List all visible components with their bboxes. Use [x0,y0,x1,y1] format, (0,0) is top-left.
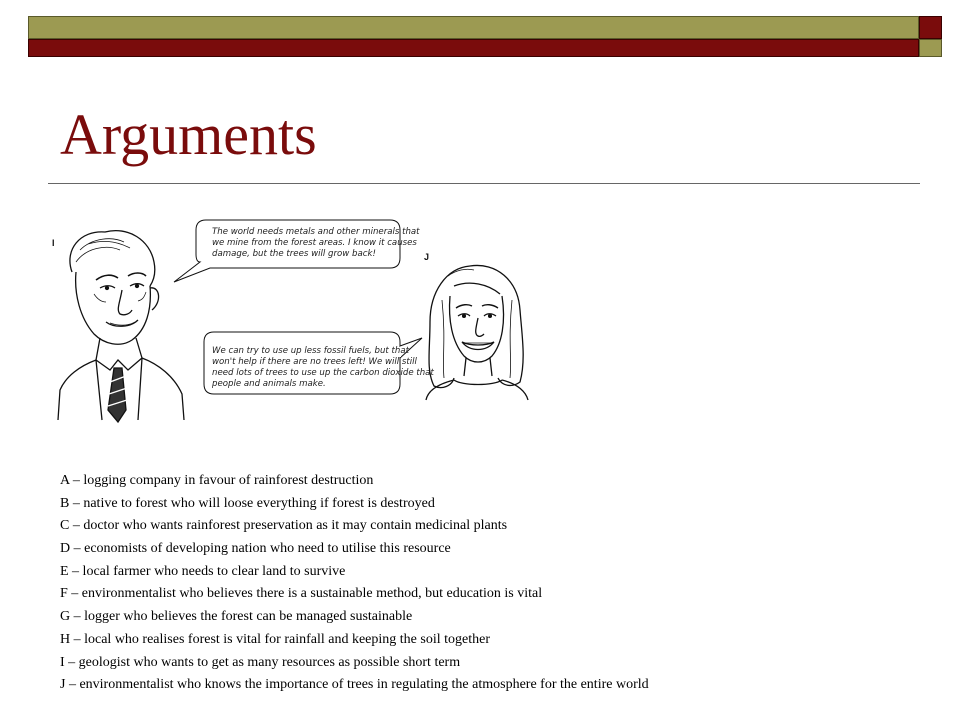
person-j-letter: J [424,252,430,262]
argument-i: I – geologist who wants to get as many resources as possible short term [60,654,461,670]
speech-bubble-j [204,332,434,394]
argument-f: F – environmentalist who believes there is a sustainable method, but education is vital [60,586,543,602]
speech-i-line-3: damage, but the trees will grow back! [212,249,376,259]
speech-j-line-1: We can try to use up less fossil fuels, but that [212,346,409,356]
person-i-letter: I [52,238,55,248]
speech-j-line-3: need lots of trees to use up the carbon dioxide that [212,368,434,378]
speech-j-line-2: won't help if there are no trees left! We will still [212,357,417,367]
header-maroon-bar [28,39,919,57]
argument-b: B – native to forest who will loose everything if forest is destroyed [60,495,435,511]
illustration [50,210,570,430]
title-divider [48,183,920,184]
speech-j-line-4: people and animals make. [212,379,326,389]
argument-j: J – environmentalist who knows the importance of trees in regulating the atmosphere for the entire world [60,677,649,693]
person-j-drawing [426,265,528,400]
argument-e: E – local farmer who needs to clear land to survive [60,563,346,579]
header-olive-bar [28,16,919,39]
arguments-list [60,472,649,699]
argument-h: H – local who realises forest is vital for rainfall and keeping the soil together [60,631,490,647]
argument-d: D – economists of developing nation who need to utilise this resource [60,541,451,557]
speech-bubble-i [174,220,420,282]
argument-g: G – logger who believes the forest can be managed sustainable [60,609,413,625]
header-olive-square [919,39,942,57]
person-i-drawing [58,231,184,422]
speech-i-line-1: The world needs metals and other minerals that [212,227,420,237]
header-maroon-square [919,16,942,39]
slide-title: Arguments [60,102,317,167]
argument-c: C – doctor who wants rainforest preservation as it may contain medicinal plants [60,518,508,534]
speech-i-line-2: we mine from the forest areas. I know it causes [212,238,417,248]
argument-a: A – logging company in favour of rainforest destruction [60,473,374,488]
